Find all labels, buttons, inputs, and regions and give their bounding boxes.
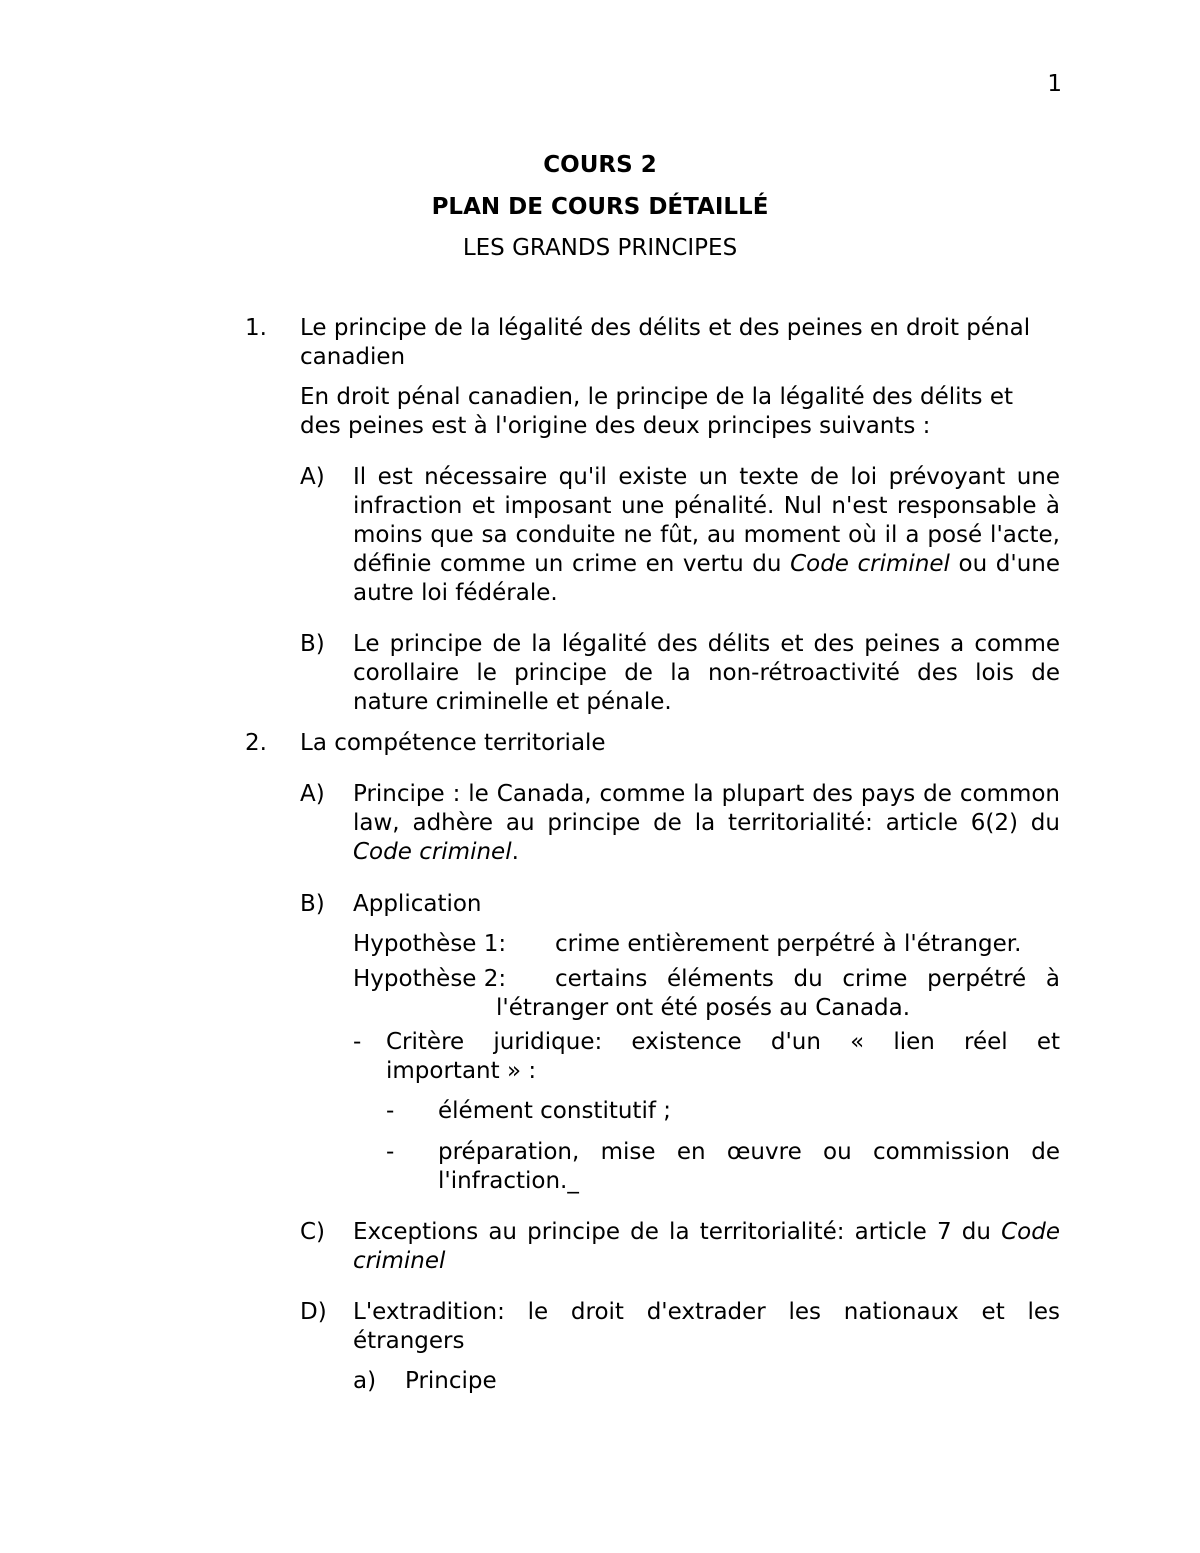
section2-item-d-sub-a-text: Principe xyxy=(405,1368,497,1394)
section1-item-a-italic: Code criminel xyxy=(790,551,950,577)
sub-criterion1-text: élément constitutif ; xyxy=(438,1098,671,1124)
document-title: COURS 2 xyxy=(543,152,657,178)
criterion-line1: Critère juridique: existence d'un « lien réel et xyxy=(386,1029,1060,1055)
section2-item-c-marker: C) xyxy=(300,1219,326,1245)
section2-item-a-marker: A) xyxy=(300,781,325,807)
sub-criterion2-dash: - xyxy=(386,1139,395,1165)
section1-intro-line1: En droit pénal canadien, le principe de la légalité des délits et xyxy=(300,384,1014,410)
section2-item-a-text xyxy=(353,780,1060,867)
section1-item-a-tail: ou d'une autre loi fédérale. xyxy=(353,551,1060,606)
section1-item-a-text xyxy=(353,463,1060,608)
section2-item-c-italic-2: criminel xyxy=(353,1248,446,1274)
document-topic: LES GRANDS PRINCIPES xyxy=(462,235,738,261)
hypothesis1-label: Hypothèse 1: xyxy=(353,931,507,957)
hypothesis2-label: Hypothèse 2: xyxy=(353,966,507,992)
section2-item-c-body: Exceptions au principe de la territorialité: article 7 du xyxy=(353,1219,991,1245)
section2-item-d-sub-a-marker: a) xyxy=(353,1368,377,1394)
section1-item-b-marker: B) xyxy=(300,631,325,657)
section2-item-b-marker: B) xyxy=(300,891,325,917)
section2-item-d-line2: étrangers xyxy=(353,1328,465,1354)
hypothesis2-text-line2: l'étranger ont été posés au Canada. xyxy=(496,995,911,1021)
section2-number: 2. xyxy=(245,730,267,756)
section2-item-a-tail: . xyxy=(511,839,519,865)
section2-item-b-heading: Application xyxy=(353,891,482,917)
section1-intro-line2: des peines est à l'origine des deux principes suivants : xyxy=(300,413,931,439)
section2-item-c-italic-1: Code xyxy=(1001,1219,1060,1245)
page-number: 1 xyxy=(1047,71,1062,97)
section1-item-b-text: Le principe de la légalité des délits et des peines a comme corollaire le principe de la non-rétroactivité des lois de nature criminelle et pénale. xyxy=(353,631,1060,715)
section1-item-a-body: Il est nécessaire qu'il existe un texte de loi prévoyant une infraction et imposant une pénalité. Nul n'est responsable à moins que sa conduite ne fût, au moment où il a posé l'acte, définie comme un crime en vertu du xyxy=(353,464,1060,577)
hypothesis1-text: crime entièrement perpétré à l'étranger. xyxy=(555,931,1022,957)
criterion-dash: - xyxy=(353,1029,362,1055)
sub-criterion1-dash: - xyxy=(386,1098,395,1124)
sub-criterion2-line1: préparation, mise en œuvre ou commission de xyxy=(438,1139,1060,1165)
section2-item-d-marker: D) xyxy=(300,1299,327,1325)
section2-item-c-line1 xyxy=(353,1218,1060,1247)
section2-item-d-line1: L'extradition: le droit d'extrader les nationaux et les xyxy=(353,1299,1060,1325)
hypothesis2-text-line1: certains éléments du crime perpétré à xyxy=(555,966,1060,992)
section2-item-a-italic: Code criminel xyxy=(353,839,512,865)
criterion-line2: important » : xyxy=(386,1058,537,1084)
section2-heading: La compétence territoriale xyxy=(300,730,606,756)
section1-item-a-marker: A) xyxy=(300,464,325,490)
section1-number: 1. xyxy=(245,315,267,341)
section1-heading-line1: Le principe de la légalité des délits et des peines en droit pénal xyxy=(300,315,1031,341)
document-subtitle: PLAN DE COURS DÉTAILLÉ xyxy=(431,194,769,220)
section2-item-c-line2 xyxy=(353,1247,445,1276)
section2-item-a-body: Principe : le Canada, comme la plupart des pays de common law, adhère au principe de la territorialité: article 6(2) du xyxy=(353,781,1060,836)
sub-criterion2-line2: l'infraction._ xyxy=(438,1168,579,1194)
section1-heading-line2: canadien xyxy=(300,344,406,370)
